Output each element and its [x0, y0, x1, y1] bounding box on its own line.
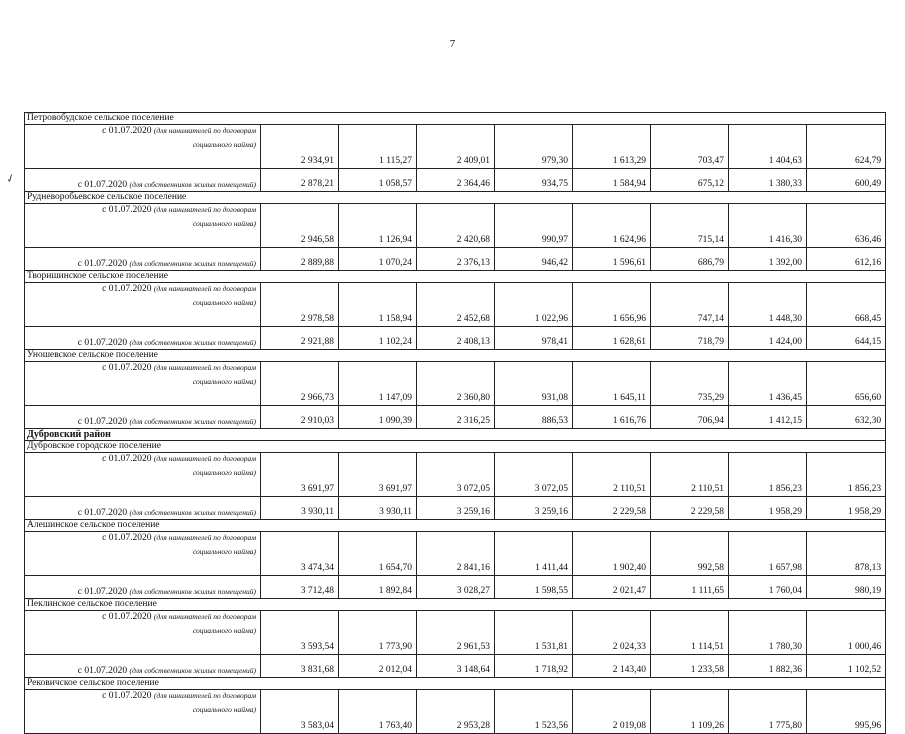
tariff-value: 715,14: [651, 204, 729, 248]
tariff-value: 1 657,98: [729, 532, 807, 576]
tariff-value: 2 024,33: [573, 611, 651, 655]
tariff-value: 1 448,30: [729, 283, 807, 327]
tariff-value: 1 775,80: [729, 690, 807, 734]
tariff-value: 706,94: [651, 406, 729, 429]
row-label: [25, 283, 261, 327]
tenant-note: (для нанимателей по договорам: [153, 691, 256, 700]
owner-note: (для собственников жилых помещений): [129, 508, 256, 517]
tenant-tariff-row: [25, 690, 886, 734]
tariff-value: 1 000,46: [807, 611, 886, 655]
tariff-value: 878,13: [807, 532, 886, 576]
check-mark-icon: ✓: [4, 171, 18, 187]
row-label: [25, 362, 261, 406]
district-row: [25, 429, 886, 441]
effective-date: с 01.07.2020: [77, 417, 128, 427]
owner-note: (для собственников жилых помещений): [129, 180, 256, 189]
tariff-value: 1 613,29: [573, 125, 651, 169]
tariff-value: 1 411,44: [495, 532, 573, 576]
owner-tariff-row: [25, 576, 886, 599]
tariff-value: 1 392,00: [729, 248, 807, 271]
tariff-value: 1 109,26: [651, 690, 729, 734]
section-row: [25, 441, 886, 453]
tariff-value: 2 966,73: [261, 362, 339, 406]
settlement-name: Петровобудское сельское поселение: [25, 113, 886, 125]
tariff-value: 686,79: [651, 248, 729, 271]
row-label: [25, 690, 261, 734]
tariff-value: 931,08: [495, 362, 573, 406]
tariff-value: 3 691,97: [339, 453, 417, 497]
tariff-value: 1 654,70: [339, 532, 417, 576]
tariff-value: 990,97: [495, 204, 573, 248]
tariff-value: 1 412,15: [729, 406, 807, 429]
tariff-value: 2 953,28: [417, 690, 495, 734]
tenant-tariff-row: [25, 611, 886, 655]
tariff-value: 1 126,94: [339, 204, 417, 248]
row-label: [25, 248, 261, 271]
tariff-value: 2 961,53: [417, 611, 495, 655]
tariff-value: 636,46: [807, 204, 886, 248]
tariff-value: 2 910,03: [261, 406, 339, 429]
tariff-value: 934,75: [495, 169, 573, 192]
tariff-value: 3 712,48: [261, 576, 339, 599]
tariff-value: 2 021,47: [573, 576, 651, 599]
row-label: [25, 125, 261, 169]
settlement-name: Уношевское сельское поселение: [25, 350, 886, 362]
tenant-note: (для нанимателей по договорам: [153, 205, 256, 214]
row-label: [25, 655, 261, 678]
tariff-value: 3 583,04: [261, 690, 339, 734]
section-row: [25, 192, 886, 204]
tariff-value: 718,79: [651, 327, 729, 350]
tenant-note: (для нанимателей по договорам: [153, 533, 256, 542]
effective-date: с 01.07.2020: [102, 533, 152, 543]
tenant-note-continuation: социального найма): [192, 547, 256, 556]
tariff-value: 1 090,39: [339, 406, 417, 429]
tariff-value: 1 780,30: [729, 611, 807, 655]
row-label: [25, 169, 261, 192]
tariff-value: 1 111,65: [651, 576, 729, 599]
tenant-note: (для нанимателей по договорам: [153, 126, 256, 135]
tenant-note-continuation: социального найма): [192, 705, 256, 714]
tariff-value: 979,30: [495, 125, 573, 169]
tenant-note-continuation: социального найма): [192, 377, 256, 386]
effective-date: с 01.07.2020: [77, 259, 128, 269]
tariff-value: 2 229,58: [573, 497, 651, 520]
effective-date: с 01.07.2020: [102, 454, 152, 464]
tenant-note: (для нанимателей по договорам: [153, 454, 256, 463]
tariff-value: 1 882,36: [729, 655, 807, 678]
owner-tariff-row: [25, 169, 886, 192]
tariff-value: 2 420,68: [417, 204, 495, 248]
tariff-value: 2 376,13: [417, 248, 495, 271]
tariff-value: 2 110,51: [573, 453, 651, 497]
owner-note: (для собственников жилых помещений): [129, 587, 256, 596]
tariff-value: 1 424,00: [729, 327, 807, 350]
tariff-value: 2 452,68: [417, 283, 495, 327]
row-label: [25, 611, 261, 655]
tariff-value: 2 110,51: [651, 453, 729, 497]
tariff-value: 3 148,64: [417, 655, 495, 678]
settlement-name: Алешинское сельское поселение: [25, 520, 886, 532]
tariff-value: 656,60: [807, 362, 886, 406]
tariff-value: 3 028,27: [417, 576, 495, 599]
effective-date: с 01.07.2020: [102, 691, 152, 701]
tariff-value: 2 012,04: [339, 655, 417, 678]
owner-note: (для собственников жилых помещений): [129, 666, 256, 675]
tariff-value: 1 584,94: [573, 169, 651, 192]
tariff-value: 2 921,88: [261, 327, 339, 350]
tariff-value: 1 022,96: [495, 283, 573, 327]
tariff-value: 1 158,94: [339, 283, 417, 327]
tariff-value: 668,45: [807, 283, 886, 327]
tariff-value: 3 259,16: [495, 497, 573, 520]
tariff-value: 2 409,01: [417, 125, 495, 169]
tariff-value: 1 596,61: [573, 248, 651, 271]
tariff-value: 1 416,30: [729, 204, 807, 248]
tenant-note: (для нанимателей по договорам: [153, 284, 256, 293]
tariff-value: 1 523,56: [495, 690, 573, 734]
tariff-value: 1 598,55: [495, 576, 573, 599]
tariff-value: 1 616,76: [573, 406, 651, 429]
tariff-value: 1 892,84: [339, 576, 417, 599]
tenant-note-continuation: социального найма): [192, 626, 256, 635]
tariff-value: 3 474,34: [261, 532, 339, 576]
tariff-value: 735,29: [651, 362, 729, 406]
settlement-name: Пеклинское сельское поселение: [25, 599, 886, 611]
owner-tariff-row: [25, 248, 886, 271]
row-label: [25, 532, 261, 576]
effective-date: с 01.07.2020: [102, 126, 152, 136]
effective-date: с 01.07.2020: [77, 666, 128, 676]
tenant-note-continuation: социального найма): [192, 468, 256, 477]
tariff-value: 1 624,96: [573, 204, 651, 248]
tariff-value: 1 856,23: [807, 453, 886, 497]
effective-date: с 01.07.2020: [102, 612, 152, 622]
tariff-value: 2 878,21: [261, 169, 339, 192]
effective-date: с 01.07.2020: [102, 284, 152, 294]
tariff-value: 3 259,16: [417, 497, 495, 520]
tariff-value: 3 072,05: [417, 453, 495, 497]
page-number: 7: [449, 38, 456, 50]
effective-date: с 01.07.2020: [77, 338, 128, 348]
tariff-value: 1 147,09: [339, 362, 417, 406]
tariff-value: 1 114,51: [651, 611, 729, 655]
owner-note: (для собственников жилых помещений): [129, 338, 256, 347]
owner-tariff-row: [25, 406, 886, 429]
tariff-value: 3 930,11: [261, 497, 339, 520]
row-label: [25, 327, 261, 350]
tariff-value: 1 773,90: [339, 611, 417, 655]
tariff-value: 1 102,24: [339, 327, 417, 350]
tariff-value: 1 058,57: [339, 169, 417, 192]
tariff-value: 2 364,46: [417, 169, 495, 192]
tariff-value: 1 656,96: [573, 283, 651, 327]
owner-note: (для собственников жилых помещений): [129, 417, 256, 426]
tenant-note: (для нанимателей по договорам: [153, 612, 256, 621]
tariff-value: 644,15: [807, 327, 886, 350]
row-label: [25, 453, 261, 497]
row-label: [25, 497, 261, 520]
tariff-value: 3 072,05: [495, 453, 573, 497]
tariff-value: 1 404,63: [729, 125, 807, 169]
tariff-value: 1 958,29: [807, 497, 886, 520]
tariff-value: 2 229,58: [651, 497, 729, 520]
tariff-value: 946,42: [495, 248, 573, 271]
tenant-tariff-row: [25, 125, 886, 169]
section-row: [25, 271, 886, 283]
tariff-value: 2 019,08: [573, 690, 651, 734]
settlement-name: Рековичское сельское поселение: [25, 678, 886, 690]
tariff-table: [24, 112, 886, 734]
tenant-note-continuation: социального найма): [192, 140, 256, 149]
district-name: Дубровский район: [25, 429, 886, 441]
tariff-value: 1 102,52: [807, 655, 886, 678]
tariff-value: 1 233,58: [651, 655, 729, 678]
tariff-value: 2 889,88: [261, 248, 339, 271]
tariff-value: 675,12: [651, 169, 729, 192]
tariff-value: 747,14: [651, 283, 729, 327]
section-row: [25, 113, 886, 125]
tariff-value: 2 360,80: [417, 362, 495, 406]
tariff-value: 1 902,40: [573, 532, 651, 576]
tariff-value: 995,96: [807, 690, 886, 734]
tariff-value: 703,47: [651, 125, 729, 169]
tariff-value: 1 763,40: [339, 690, 417, 734]
tariff-value: 3 593,54: [261, 611, 339, 655]
owner-tariff-row: [25, 655, 886, 678]
row-label: [25, 204, 261, 248]
tariff-value: 2 978,58: [261, 283, 339, 327]
tariff-value: 1 628,61: [573, 327, 651, 350]
tenant-tariff-row: [25, 532, 886, 576]
tariff-value: 3 930,11: [339, 497, 417, 520]
section-row: [25, 599, 886, 611]
tariff-value: 3 691,97: [261, 453, 339, 497]
tariff-value: 612,16: [807, 248, 886, 271]
tariff-value: 1 115,27: [339, 125, 417, 169]
effective-date: с 01.07.2020: [77, 508, 128, 518]
tariff-value: 2 143,40: [573, 655, 651, 678]
settlement-name: Рудневоробьевское сельское поселение: [25, 192, 886, 204]
effective-date: с 01.07.2020: [102, 363, 152, 373]
tariff-value: 1 958,29: [729, 497, 807, 520]
tariff-value: 886,53: [495, 406, 573, 429]
tariff-value: 1 531,81: [495, 611, 573, 655]
settlement-name: Дубровское городское поселение: [25, 441, 886, 453]
tariff-value: 1 436,45: [729, 362, 807, 406]
row-label: [25, 576, 261, 599]
effective-date: с 01.07.2020: [102, 205, 152, 215]
tariff-value: 1 856,23: [729, 453, 807, 497]
tariff-value: 3 831,68: [261, 655, 339, 678]
tariff-value: 992,58: [651, 532, 729, 576]
owner-tariff-row: [25, 497, 886, 520]
tariff-value: 2 934,91: [261, 125, 339, 169]
tariff-value: 624,79: [807, 125, 886, 169]
tariff-table-body: [25, 113, 886, 734]
tariff-value: 2 946,58: [261, 204, 339, 248]
tenant-note-continuation: социального найма): [192, 219, 256, 228]
tariff-value: 600,49: [807, 169, 886, 192]
tariff-value: 1 645,11: [573, 362, 651, 406]
row-label: [25, 406, 261, 429]
owner-tariff-row: [25, 327, 886, 350]
section-row: [25, 520, 886, 532]
tenant-tariff-row: [25, 362, 886, 406]
tariff-value: 632,30: [807, 406, 886, 429]
section-row: [25, 350, 886, 362]
effective-date: с 01.07.2020: [77, 587, 128, 597]
tariff-value: 1 070,24: [339, 248, 417, 271]
settlement-name: Творишинское сельское поселение: [25, 271, 886, 283]
section-row: [25, 678, 886, 690]
tenant-tariff-row: [25, 453, 886, 497]
tenant-tariff-row: [25, 204, 886, 248]
tariff-value: 1 718,92: [495, 655, 573, 678]
tenant-note-continuation: социального найма): [192, 298, 256, 307]
tenant-note: (для нанимателей по договорам: [153, 363, 256, 372]
owner-note: (для собственников жилых помещений): [129, 259, 256, 268]
tariff-value: 2 316,25: [417, 406, 495, 429]
effective-date: с 01.07.2020: [77, 180, 128, 190]
tariff-value: 2 841,16: [417, 532, 495, 576]
tenant-tariff-row: [25, 283, 886, 327]
tariff-value: 978,41: [495, 327, 573, 350]
tariff-value: 2 408,13: [417, 327, 495, 350]
tariff-value: 1 760,04: [729, 576, 807, 599]
tariff-value: 1 380,33: [729, 169, 807, 192]
tariff-value: 980,19: [807, 576, 886, 599]
